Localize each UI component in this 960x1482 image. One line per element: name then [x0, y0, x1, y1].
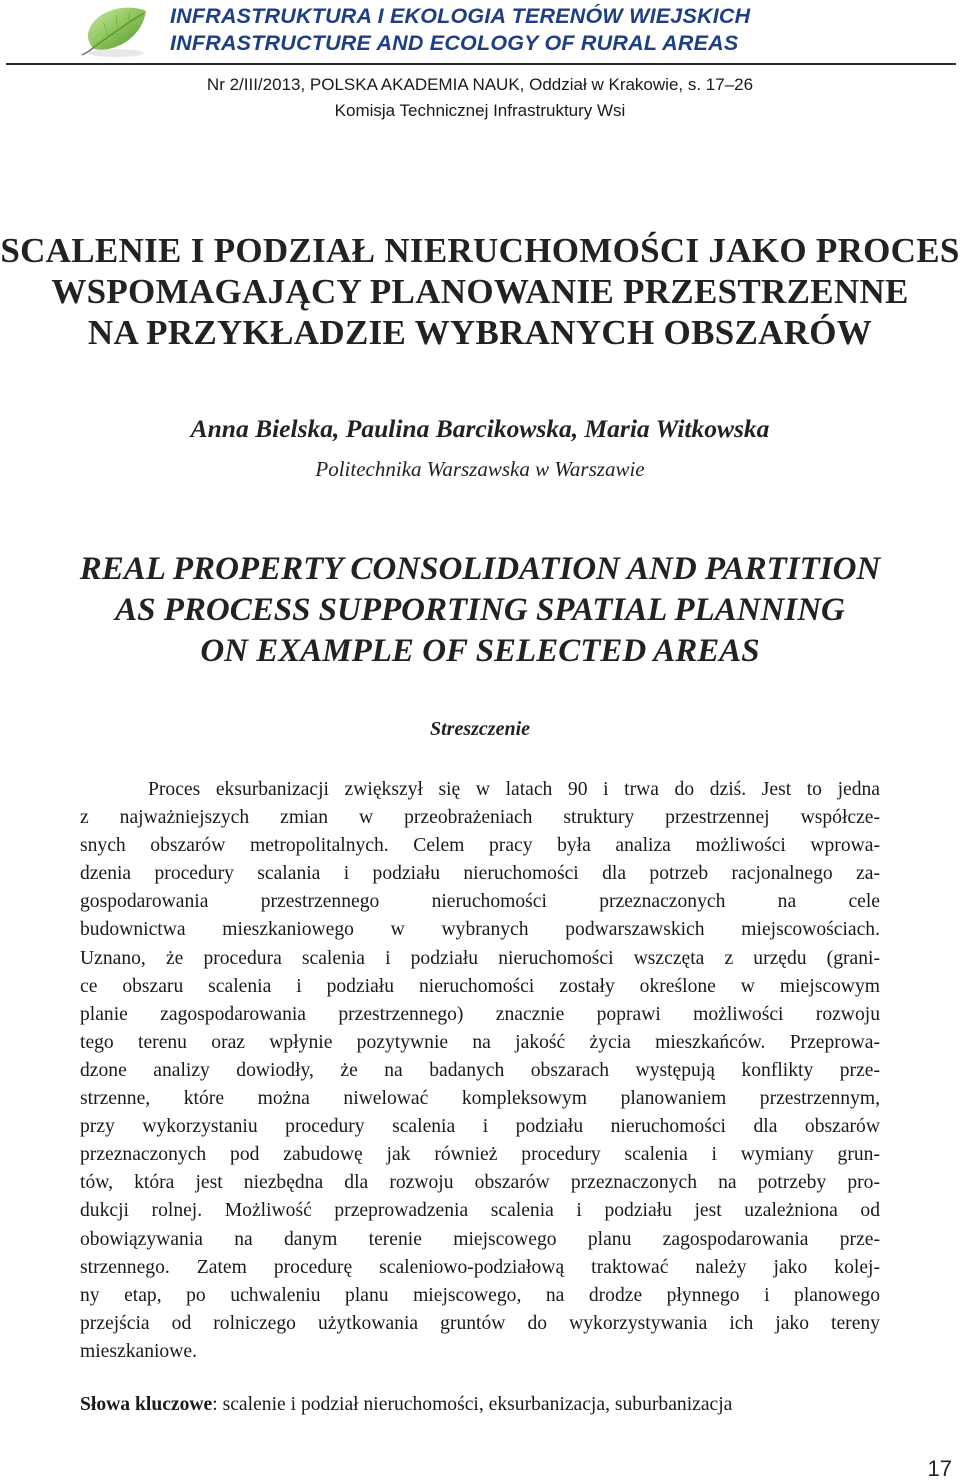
- abstract-line: obowiązywania na danym terenie miejscowego planu zagospodarowania prze-: [80, 1228, 880, 1250]
- abstract-body: [80, 776, 880, 1366]
- keywords: [80, 1394, 900, 1416]
- abstract-line: tego terenu oraz wpłynie pozytywnie na jakość życia mieszkańców. Przeprowa-: [80, 1031, 880, 1053]
- header-divider: [6, 63, 956, 65]
- title-pl-line: SCALENIE I PODZIAŁ NIERUCHOMOŚCI JAKO PROCES: [0, 231, 960, 270]
- title-pl-line: WSPOMAGAJĄCY PLANOWANIE PRZESTRZENNE: [51, 272, 909, 311]
- abstract-line: gospodarowania przestrzennego nieruchomości przeznaczonych na cele: [80, 891, 880, 913]
- abstract-line: przy wykorzystaniu procedury scalenia i podziału nieruchomości dla obszarów: [80, 1116, 880, 1138]
- page-number: 17: [927, 1456, 952, 1481]
- abstract-line: dukcji rolnej. Możliwość przeprowadzenia scalenia i podziału jest uzależniona od: [80, 1200, 880, 1222]
- journal-title-en: INFRASTRUCTURE AND ECOLOGY OF RURAL AREAS: [170, 31, 739, 55]
- abstract-line: dzone analizy dowiodły, że na badanych obszarach występują konflikty prze-: [80, 1059, 880, 1081]
- abstract-line: snych obszarów metropolitalnych. Celem pracy była analiza możliwości wprowa-: [80, 835, 880, 857]
- affiliation: Politechnika Warszawska w Warszawie: [315, 457, 645, 481]
- authors: Anna Bielska, Paulina Barcikowska, Maria Witkowska: [190, 414, 770, 443]
- committee-line: Komisja Technicznej Infrastruktury Wsi: [334, 101, 626, 120]
- title-en-line: REAL PROPERTY CONSOLIDATION AND PARTITION: [79, 551, 881, 587]
- journal-title-pl: INFRASTRUKTURA I EKOLOGIA TERENÓW WIEJSKICH: [170, 4, 751, 28]
- abstract-line: strzenne, które można niwelować kompleksowym planowaniem przestrzennym,: [80, 1088, 880, 1110]
- abstract-line: przeznaczonych pod zabudowę jak również procedury scalenia i wymiany grun-: [80, 1144, 880, 1166]
- article-title-pl: [0, 230, 960, 353]
- title-en-line: ON EXAMPLE OF SELECTED AREAS: [200, 633, 760, 669]
- abstract-heading: Streszczenie: [430, 718, 530, 740]
- abstract-line: z najważniejszych zmian w przeobrażeniach struktury przestrzennej współcze-: [80, 807, 880, 829]
- abstract-line: budownictwa mieszkaniowego w wybranych podwarszawskich miejscowościach.: [80, 919, 880, 941]
- abstract-line: mieszkaniowe.: [80, 1340, 197, 1362]
- abstract-line: Proces eksurbanizacji zwiększył się w latach 90 i trwa do dziś. Jest to jedna: [148, 779, 880, 800]
- article-title-en: [0, 549, 960, 672]
- abstract-line: ny etap, po uchwaleniu planu miejscowego, na drodze płynnego i planowego: [80, 1284, 880, 1306]
- title-pl-line: NA PRZYKŁADZIE WYBRANYCH OBSZARÓW: [87, 313, 873, 352]
- title-en-line: AS PROCESS SUPPORTING SPATIAL PLANNING: [115, 592, 845, 628]
- journal-header: [0, 0, 960, 66]
- abstract-line: Uznano, że procedura scalenia i podziału nieruchomości wszczęta z urzędu (grani-: [80, 947, 880, 969]
- abstract-line: przejścia od rolniczego użytkowania gruntów do wykorzystywania ich jako tereny: [80, 1312, 880, 1334]
- keywords-text: : scalenie i podział nieruchomości, eksurbanizacja, suburbanizacja: [212, 1394, 733, 1415]
- abstract-line: tów, która jest niezbędna dla rozwoju obszarów przeznaczonych na potrzeby pro-: [80, 1172, 880, 1194]
- abstract-line: dzenia procedury scalania i podziału nieruchomości dla potrzeb racjonalnego za-: [80, 863, 880, 885]
- abstract-line: strzennego. Zatem procedurę scaleniowo-podziałową traktować należy jako kolej-: [80, 1256, 880, 1278]
- leaf-logo-icon: [80, 3, 160, 59]
- issue-line: Nr 2/III/2013, POLSKA AKADEMIA NAUK, Oddział w Krakowie, s. 17–26: [206, 75, 754, 94]
- abstract-line: ce obszaru scalenia i podziału nieruchomości zostały określone w miejscowym: [80, 975, 880, 997]
- abstract-line: planie zagospodarowania przestrzennego) znacznie poprawi możliwości rozwoju: [80, 1003, 880, 1025]
- keywords-label: Słowa kluczowe: [80, 1394, 213, 1415]
